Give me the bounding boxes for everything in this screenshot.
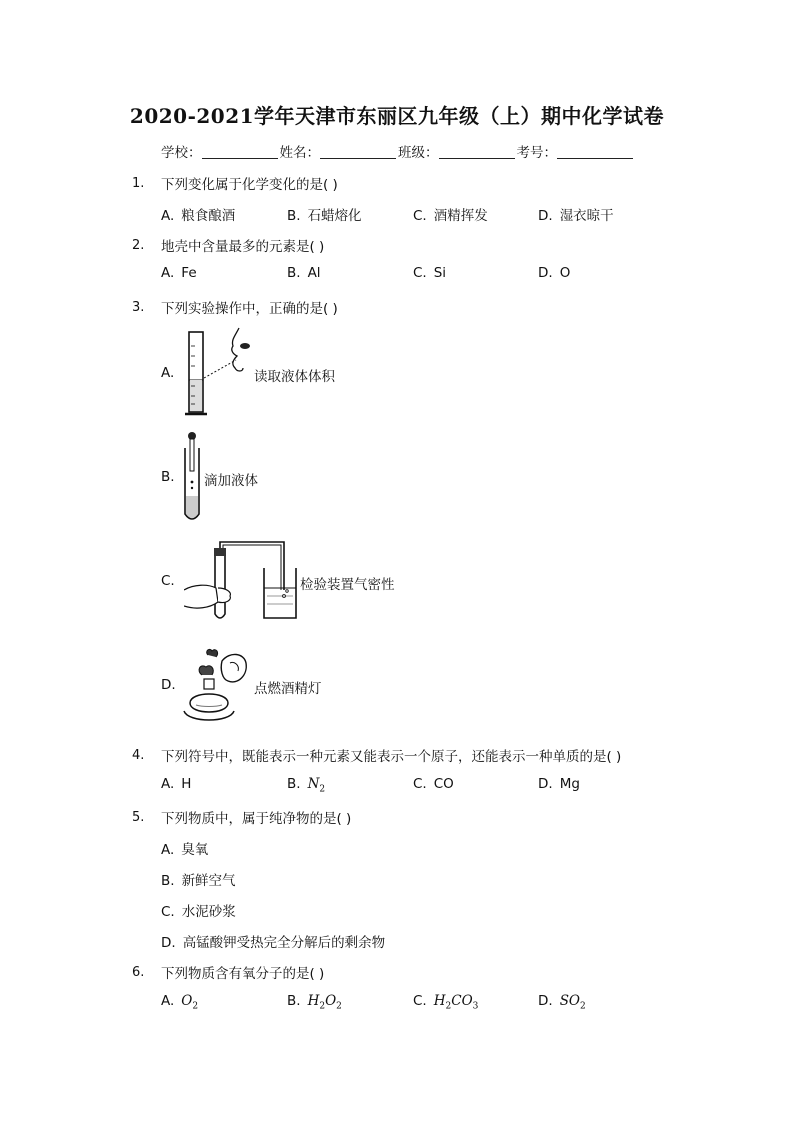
question-2-option-c[interactable]: C. Si bbox=[413, 265, 447, 281]
question-4-option-d[interactable]: D. Mg bbox=[538, 776, 580, 792]
class-blank[interactable] bbox=[439, 144, 515, 159]
student-info-line bbox=[161, 141, 635, 161]
question-2-option-a[interactable]: A. Fe bbox=[161, 265, 197, 281]
question-2-number: 2. bbox=[132, 238, 145, 253]
question-6-option-d[interactable]: D. $SO_2$ bbox=[538, 993, 586, 1012]
id-blank[interactable] bbox=[557, 144, 633, 159]
question-3-option-b-caption: 滴加液体 bbox=[204, 473, 258, 489]
question-2-text: 地壳中含量最多的元素是( ) bbox=[161, 239, 325, 255]
question-5-number: 5. bbox=[132, 810, 145, 825]
question-3-option-c-caption: 检验装置气密性 bbox=[300, 577, 395, 593]
graduated-cylinder-reading-illustration bbox=[181, 326, 253, 418]
class-label: 班级： bbox=[398, 145, 439, 161]
question-2-option-d[interactable]: D. O bbox=[538, 265, 571, 281]
question-1-text: 下列变化属于化学变化的是( ) bbox=[161, 177, 338, 193]
question-1-option-c[interactable]: C. 酒精挥发 bbox=[413, 208, 488, 224]
school-blank[interactable] bbox=[202, 144, 278, 159]
question-3-option-c[interactable]: C. bbox=[161, 573, 175, 589]
alcohol-lamp-lighting-illustration bbox=[182, 645, 254, 725]
dropper-test-tube-illustration bbox=[180, 430, 204, 524]
question-6-option-b[interactable]: B. $H_2O_2$ bbox=[287, 993, 342, 1012]
question-5-option-a[interactable]: A. 臭氧 bbox=[161, 842, 209, 858]
question-3-option-a-caption: 读取液体体积 bbox=[254, 369, 335, 385]
question-6-text: 下列物质含有氧分子的是( ) bbox=[161, 966, 325, 982]
question-3-option-d[interactable]: D. bbox=[161, 677, 176, 693]
question-1-number: 1. bbox=[132, 176, 145, 191]
question-4-number: 4. bbox=[132, 748, 145, 763]
question-4-option-a[interactable]: A. H bbox=[161, 776, 192, 792]
question-3-number: 3. bbox=[132, 300, 145, 315]
question-5-option-b[interactable]: B. 新鲜空气 bbox=[161, 873, 236, 889]
question-4-option-b[interactable]: B. $N_2$ bbox=[287, 776, 326, 795]
question-2-option-b[interactable]: B. Al bbox=[287, 265, 321, 281]
exam-title: 2020-2021学年天津市东丽区九年级（上）期中化学试卷 bbox=[129, 104, 665, 128]
question-3-option-d-caption: 点燃酒精灯 bbox=[254, 681, 322, 697]
school-label: 学校： bbox=[161, 145, 202, 161]
question-1-option-a[interactable]: A. 粮食酿酒 bbox=[161, 208, 236, 224]
question-5-option-c[interactable]: C. 水泥砂浆 bbox=[161, 904, 236, 920]
question-3-option-b[interactable]: B. bbox=[161, 469, 175, 485]
question-6-number: 6. bbox=[132, 965, 145, 980]
question-5-text: 下列物质中，属于纯净物的是( ) bbox=[161, 811, 352, 827]
question-3-text: 下列实验操作中，正确的是( ) bbox=[161, 301, 338, 317]
name-blank[interactable] bbox=[320, 144, 396, 159]
question-1-option-b[interactable]: B. 石蜡熔化 bbox=[287, 208, 362, 224]
question-6-option-c[interactable]: C. $H_2CO_3$ bbox=[413, 993, 479, 1012]
name-label: 姓名： bbox=[279, 145, 320, 161]
airtightness-test-illustration bbox=[184, 538, 300, 624]
question-1-option-d[interactable]: D. 湿衣晾干 bbox=[538, 208, 614, 224]
question-6-option-a[interactable]: A. $O_2$ bbox=[161, 993, 199, 1012]
question-4-text: 下列符号中，既能表示一种元素又能表示一个原子，还能表示一种单质的是( ) bbox=[161, 749, 622, 765]
id-label: 考号： bbox=[516, 145, 557, 161]
question-4-option-c[interactable]: C. CO bbox=[413, 776, 454, 792]
question-3-option-a[interactable]: A. bbox=[161, 365, 175, 381]
question-5-option-d[interactable]: D. 高锰酸钾受热完全分解后的剩余物 bbox=[161, 935, 386, 951]
